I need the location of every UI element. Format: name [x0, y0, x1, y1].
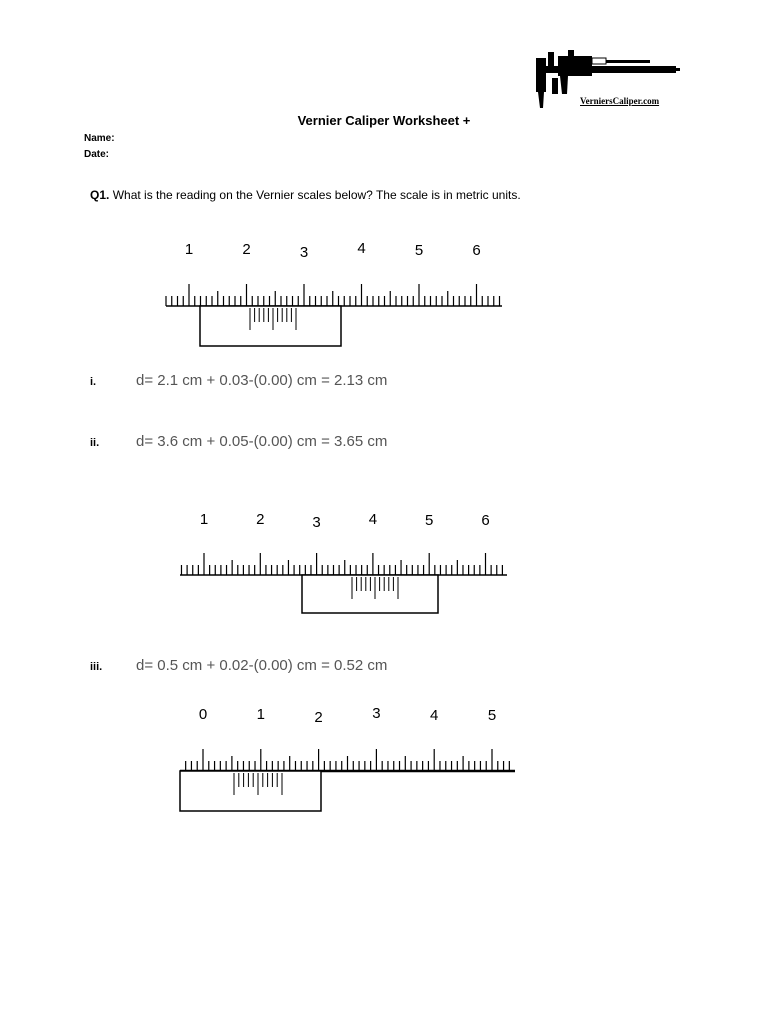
- answer-i: d= 2.1 cm + 0.03-(0.00) cm = 2.13 cm: [136, 372, 388, 389]
- main-scale-label: 5: [487, 707, 497, 724]
- question-number: Q1.: [90, 188, 110, 202]
- main-scale-label: 1: [256, 706, 265, 723]
- answer-numeral-iii: iii.: [90, 661, 103, 673]
- answer-numeral-ii: ii.: [90, 437, 100, 449]
- main-scale-label: 3: [299, 244, 309, 261]
- main-scale-label: 2: [314, 709, 323, 726]
- question-q1: [90, 188, 521, 202]
- main-scale-label: 4: [368, 511, 378, 528]
- vernier-slider: [180, 771, 321, 811]
- logo-text: VerniersCaliper.com: [580, 96, 660, 106]
- main-scale-label: 2: [242, 241, 251, 258]
- main-scale-label: 3: [372, 705, 381, 722]
- vernier-slider: [302, 575, 438, 613]
- main-scale-label: 3: [312, 514, 321, 531]
- main-scale-label: 5: [425, 512, 434, 529]
- main-scale-label: 2: [256, 511, 265, 528]
- vernier-scale-3-drawing: [180, 705, 515, 811]
- main-scale-label: 0: [198, 706, 208, 723]
- answer-numeral-i: i.: [90, 376, 97, 388]
- main-scale-label: 1: [184, 241, 194, 258]
- date-label: Date:: [84, 149, 110, 160]
- question-text: What is the reading on the Vernier scales below? The scale is in metric units.: [112, 188, 521, 202]
- main-scale-label: 5: [414, 242, 424, 259]
- main-scale-label: 6: [472, 242, 481, 259]
- worksheet-title: Vernier Caliper Worksheet +: [297, 113, 471, 128]
- main-scale-label: 4: [430, 707, 439, 724]
- answer-ii: d= 3.6 cm + 0.05-(0.00) cm = 3.65 cm: [136, 433, 388, 450]
- main-scale-label: 1: [199, 511, 209, 528]
- main-scale-label: 6: [481, 512, 490, 529]
- vernier-slider: [200, 306, 341, 346]
- name-label: Name:: [84, 133, 115, 144]
- vernier-scale-2-drawing: [180, 511, 507, 613]
- vernier-scale-1-drawing: [166, 240, 502, 346]
- main-scale-label: 4: [357, 240, 366, 257]
- answer-iii: d= 0.5 cm + 0.02-(0.00) cm = 0.52 cm: [136, 657, 388, 674]
- verniers-caliper-logo: [534, 46, 680, 112]
